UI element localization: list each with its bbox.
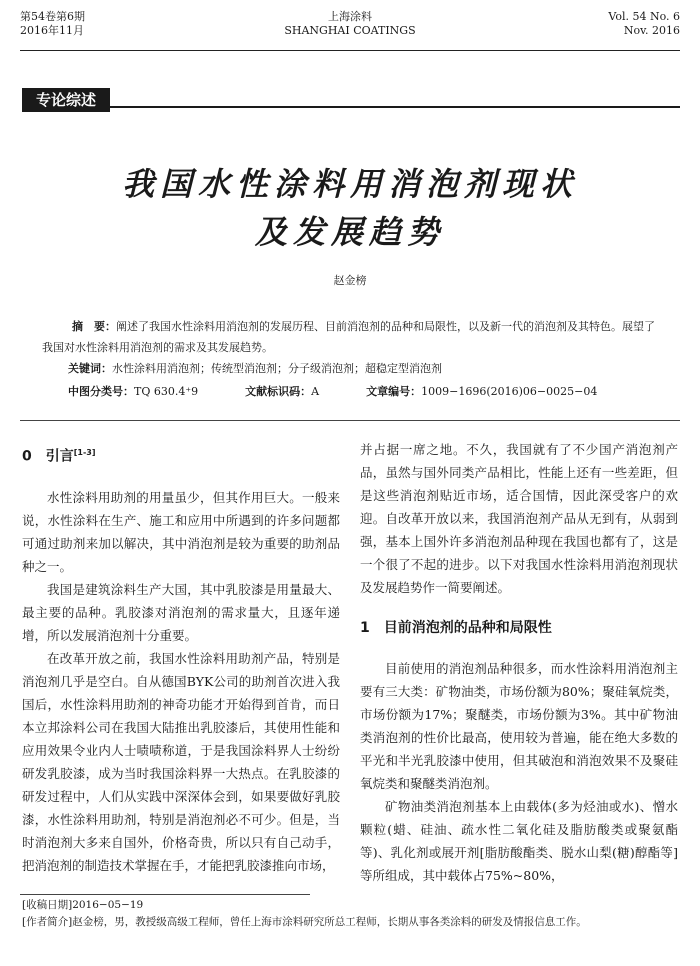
journal-name-en: SHANGHAI COATINGS (284, 24, 416, 37)
section1-paragraph-1: 目前使用的消泡剂品种很多，而水性涂料用消泡剂主要有三大类：矿物油类，市场份额为80%；聚硅氧烷类，市场份额为17%；聚醚类，市场份额为3%。其中矿物油类消泡剂的性价比最高，使用较为普遍，能在绝大多数的平光和半光乳胶漆中使用，但其破泡和消泡效果不及聚硅氧烷类和聚醚类消泡剂。 (360, 661, 678, 791)
volume-issue-en: Vol. 54 No. 6 (608, 10, 680, 23)
abstract-text: 阐述了我国水性涂料用消泡剂的发展历程、目前消泡剂的品种和局限性，以及新一代的消泡剂及其特色。展望了我国对水性涂料用消泡剂的需求及其发展趋势。 (42, 320, 655, 354)
issue-date-en: Nov. 2016 (623, 24, 680, 37)
left-column (22, 438, 340, 877)
clc-value: TQ 630.4⁺9 (134, 385, 199, 398)
classification-line (68, 384, 668, 400)
keywords-paragraph (42, 358, 658, 379)
intro-paragraph-3: 在改革开放之前，我国水性涂料用助剂产品，特别是消泡剂几乎是空白。自从德国BYK公司的助剂首次进入我国后，水性涂料用助剂的神奇功能才开始得到首肯，而日本立邦涂料公司在我国大陆推出乳胶漆后，其使用性能和应用效果令业内人士啧啧称道，于是我国涂料界人士纷纷研发乳胶漆，成为当时我国涂料界一大热点。在乳胶漆的研发过程中，人们从实践中深深体会到，如果要做好乳胶漆，水性涂料用助剂，特别是消泡剂必不可少。但是，当时消泡剂大多来自国外，价格奇贵，所以只有自己动手，把消泡剂的制造技术掌握在手，才能把乳胶漆推向市场， (22, 650, 340, 873)
intro-heading (22, 438, 340, 472)
received-date: [收稿日期]2016−05−19 (22, 899, 144, 911)
keywords-label: 关键词： (68, 362, 112, 375)
journal-name-cn: 上海涂料 (328, 10, 372, 23)
right-column (360, 438, 678, 887)
article-title (0, 160, 700, 256)
intro-heading-text: 0 引言 (22, 448, 74, 465)
title-line-1: 我国水性涂料用消泡剂现状 (121, 165, 578, 203)
issue-date: 2016年11月 (20, 24, 84, 37)
footnote-block (22, 897, 682, 931)
header-right (608, 10, 680, 38)
intro-reference: [1-3] (73, 448, 96, 457)
author-name: 赵金榜 (333, 274, 367, 287)
section1-paragraph-2: 矿物油类消泡剂基本上由载体(多为烃油或水)、憎水颗粒(蜡、硅油、疏水性二氧化硅及脂肪酸类或聚氨酯等)、乳化剂或展开剂[脂肪酸酯类、脱水山梨(糖)醇酯等]等所组成，其中载体占75%~80%， (360, 799, 678, 883)
abstract-label: 摘 要： (72, 320, 116, 333)
title-line-2: 及发展趋势 (254, 213, 445, 251)
clc-label: 中图分类号： (68, 385, 134, 398)
section-divider (110, 106, 680, 108)
section-label: 专论综述 (22, 88, 110, 112)
intro-paragraph-1: 水性涂料用助剂的用量虽少，但其作用巨大。一般来说，水性涂料在生产、施工和应用中所遇到的许多问题都可通过助剂来加以解决，其中消泡剂是较为重要的助剂品种之一。 (22, 489, 340, 574)
doc-code-label: 文献标识码： (245, 385, 312, 398)
body-divider (20, 420, 680, 421)
footnote-divider (20, 894, 310, 895)
author-bio: [作者简介]赵金榜，男，教授级高级工程师，曾任上海市涂料研究所总工程师，长期从事各类涂料的研发及情报信息工作。 (22, 916, 587, 928)
section1-heading: 1 目前消泡剂的品种和局限性 (360, 620, 552, 636)
keywords-text: 水性涂料用消泡剂；传统型消泡剂；分子级消泡剂；超稳定型消泡剂 (112, 362, 442, 375)
article-number-label: 文章编号： (366, 385, 422, 398)
header-center (0, 10, 700, 38)
volume-issue: 第54卷第6期 (20, 10, 85, 23)
header-divider (20, 50, 680, 51)
article-number-value: 1009−1696(2016)06−0025−04 (421, 385, 598, 398)
intro-paragraph-2: 我国是建筑涂料生产大国，其中乳胶漆是用量最大、最主要的品种。乳胶漆对消泡剂的需求量大，且逐年递增，所以发展消泡剂十分重要。 (22, 581, 340, 643)
abstract-paragraph (42, 316, 658, 358)
doc-code-value: A (311, 385, 320, 398)
abstract-block (42, 316, 658, 379)
intro-paragraph-4: 并占据一席之地。不久，我国就有了不少国产消泡剂产品，虽然与国外同类产品相比，性能上还有一些差距，但是这些消泡剂贴近市场，适合国情，因此深受客户的欢迎。自改革开放以来，我国消泡剂产品从无到有，从弱到强，基本上国外许多消泡剂品种现在我国也都有了，这是一个很了不起的进步。以下对我国水性涂料用消泡剂现状及发展趋势作一简要阐述。 (360, 442, 678, 595)
